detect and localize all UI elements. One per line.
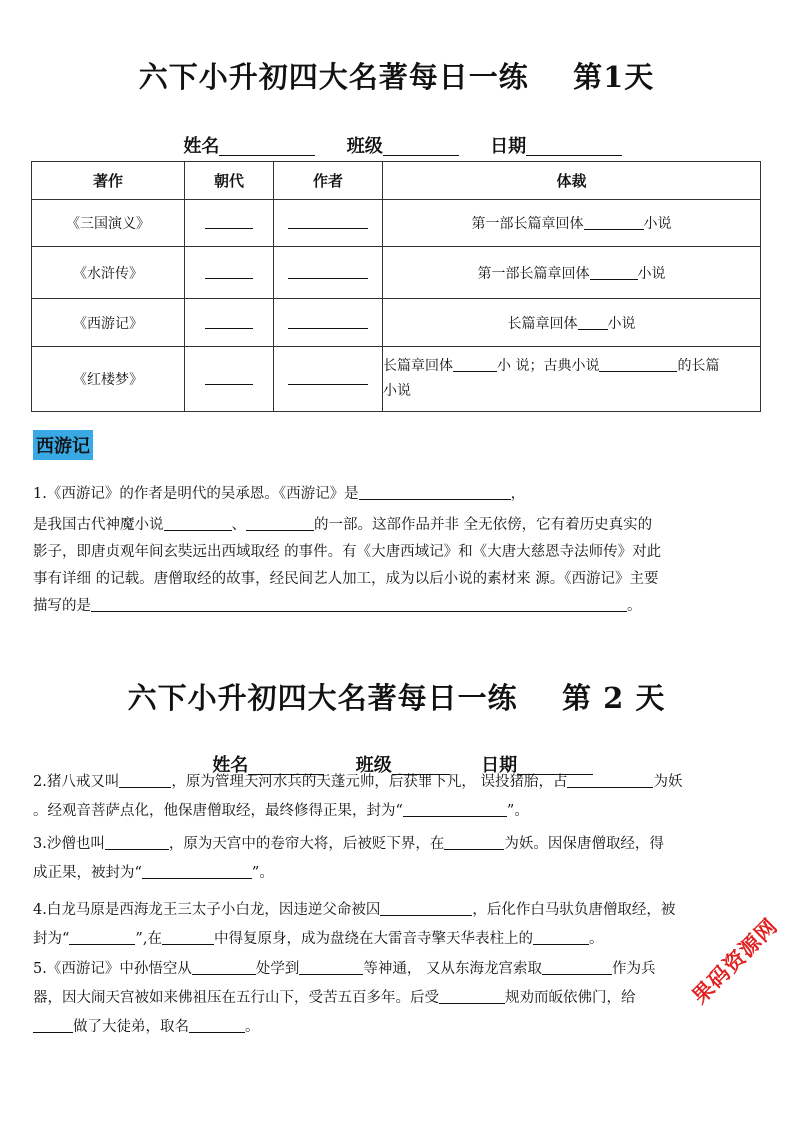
q3-blank[interactable] — [142, 866, 252, 879]
question-2 — [33, 768, 758, 826]
q5-blank[interactable] — [542, 962, 612, 975]
genre-blank[interactable] — [453, 359, 497, 372]
header-genre: 体裁 — [383, 162, 761, 200]
table-header-row — [32, 162, 761, 200]
q1-blank[interactable] — [359, 487, 511, 500]
genre-text: 小说 — [643, 216, 672, 232]
q1-text: 1.《西游记》的作者是明代的吴承恩。《西游记》是 — [33, 486, 359, 502]
table-row — [32, 247, 761, 299]
student-info-day1 — [0, 111, 793, 158]
section-heading: 西游记 — [33, 430, 93, 460]
genre-text: 长篇章回体 — [507, 315, 578, 332]
author-blank[interactable] — [288, 372, 368, 385]
q1-text: 事有详细 的记载。唐僧取经的故事，经民间艺人加工，成为以后小说的素材来 源。《西游记》主要 — [33, 571, 659, 587]
header-dynasty: 朝代 — [185, 162, 274, 200]
q3-text: ，原为天宫中的卷帘大将，后被贬下界，在 — [168, 836, 445, 852]
book-cell: 《三国演义》 — [32, 200, 185, 247]
table-row — [32, 299, 761, 347]
name-blank[interactable] — [219, 137, 315, 156]
q5-text: 器，因大闹天宫被如来佛祖压在五行山下，受苦五百多年。后受 — [33, 990, 439, 1006]
q2-text: 2.猪八戒又叫 — [33, 774, 120, 790]
class-label: 班级 — [355, 755, 392, 776]
question-3 — [33, 830, 758, 888]
q4-text: ”,在 — [135, 931, 162, 947]
genre-text: 长篇章回体 — [383, 358, 453, 374]
name-label: 姓名 — [212, 755, 249, 776]
author-blank[interactable] — [288, 316, 368, 329]
genre-cell — [383, 200, 761, 247]
q1-text: 影子，即唐贞观年间玄奘远出西域取经 的事件。有《大唐西域记》和《大唐大慈恩寺法师传》对此 — [33, 544, 662, 560]
genre-blank[interactable] — [590, 267, 638, 280]
table-row — [32, 347, 761, 412]
q5-text: 处学到 — [255, 961, 300, 977]
q5-text: 等神通， 又从东海龙宫索取 — [363, 961, 542, 977]
q5-blank[interactable] — [299, 962, 363, 975]
book-cell: 《西游记》 — [32, 299, 185, 347]
q3-text: 为妖。因保唐僧取经，得 — [504, 836, 664, 852]
genre-cell — [383, 299, 761, 347]
q2-text: ，原为管理天河水兵的天蓬元帅，后获罪下凡， 误投猪胎，占 — [171, 774, 568, 790]
q4-blank[interactable] — [533, 932, 589, 945]
q5-blank[interactable] — [192, 962, 256, 975]
dynasty-blank[interactable] — [205, 266, 253, 279]
q1-blank[interactable] — [91, 599, 627, 612]
genre-text: 小说 — [383, 383, 411, 399]
page-title-day2: 六下小升初四大名著每日一练 第 2 天 — [127, 681, 666, 715]
q2-blank[interactable] — [119, 775, 171, 788]
svg-text:果码资源网: 果码资源网 — [687, 913, 783, 1009]
q2-blank[interactable] — [403, 804, 507, 817]
q1-blank[interactable] — [164, 518, 232, 531]
q2-text: ”。 — [506, 803, 529, 819]
q4-blank[interactable] — [162, 932, 214, 945]
q5-blank[interactable] — [439, 991, 505, 1004]
book-cell: 《水浒传》 — [32, 247, 185, 299]
q2-text: 。经观音菩萨点化，他保唐僧取经，最终修得正果，封为“ — [33, 803, 403, 819]
genre-text: 的长篇 — [677, 358, 720, 374]
q3-text: 成正果，被封为“ — [33, 865, 142, 881]
q3-text: ”。 — [251, 865, 274, 881]
question-4 — [33, 896, 758, 954]
table-row — [32, 200, 761, 247]
q4-text: 4.白龙马原是西海龙王三太子小白龙，因违逆父命被囚 — [33, 902, 381, 918]
q5-text: 做了大徒弟，取名 — [73, 1019, 189, 1035]
q2-text: 为妖 — [653, 774, 683, 790]
q3-text: 3.沙僧也叫 — [33, 836, 105, 852]
q3-blank[interactable] — [105, 837, 169, 850]
date-blank[interactable] — [526, 137, 622, 156]
class-blank[interactable] — [383, 137, 459, 156]
author-blank[interactable] — [288, 266, 368, 279]
header-book: 著作 — [32, 162, 185, 200]
q1-text: 。 — [627, 598, 642, 614]
q1-text: 是我国古代神魔小说 — [33, 517, 164, 533]
genre-blank[interactable] — [578, 317, 608, 330]
q1-text: 的一部。这部作品并非 全无依傍，它有着历史真实的 — [314, 517, 653, 533]
q5-text: 作为兵 — [611, 961, 656, 977]
q1-text: 描写的是 — [33, 598, 91, 614]
genre-text: 小 说；古典小说 — [497, 358, 600, 374]
q5-text: 规劝而皈依佛门，给 — [505, 990, 636, 1006]
q2-blank[interactable] — [567, 775, 653, 788]
genre-cell — [383, 247, 761, 299]
q1-blank[interactable] — [246, 518, 314, 531]
author-blank[interactable] — [288, 216, 368, 229]
q4-blank[interactable] — [380, 903, 472, 916]
date-label: 日期 — [481, 755, 518, 776]
dynasty-blank[interactable] — [205, 316, 253, 329]
genre-cell — [383, 347, 761, 412]
question-1 — [33, 481, 758, 620]
genre-text: 第一部长篇章回体 — [477, 265, 590, 282]
page-title-day1: 六下小升初四大名著每日一练 第1天 — [138, 60, 655, 94]
class-label: 班级 — [346, 136, 383, 157]
q4-blank[interactable] — [69, 932, 135, 945]
q5-text: 。 — [245, 1019, 260, 1035]
q4-text: ，后化作白马驮负唐僧取经，被 — [472, 902, 676, 918]
name-label: 姓名 — [183, 136, 220, 157]
q1-text: 、 — [231, 517, 246, 533]
question-5 — [33, 955, 758, 1042]
q4-text: 中得复原身，成为盘绕在大雷音寺擎天华表柱上的 — [213, 931, 533, 947]
genre-blank[interactable] — [599, 359, 677, 372]
dynasty-blank[interactable] — [205, 372, 253, 385]
date-label: 日期 — [490, 136, 527, 157]
q4-text: 封为“ — [33, 931, 70, 947]
book-cell: 《红楼梦》 — [32, 347, 185, 412]
q5-blank[interactable] — [33, 1020, 73, 1033]
q3-blank[interactable] — [444, 837, 504, 850]
q5-text: 5.《西游记》中孙悟空从 — [33, 961, 192, 977]
dynasty-blank[interactable] — [205, 216, 253, 229]
genre-text: 小说 — [637, 265, 666, 282]
genre-text: 第一部长篇章回体 — [471, 216, 584, 232]
q5-blank[interactable] — [189, 1020, 245, 1033]
q1-text: ， — [510, 486, 526, 502]
q4-text: 。 — [588, 931, 604, 947]
classics-table — [31, 161, 761, 412]
genre-blank[interactable] — [584, 217, 644, 230]
genre-text: 小说 — [607, 315, 636, 332]
header-author: 作者 — [274, 162, 383, 200]
